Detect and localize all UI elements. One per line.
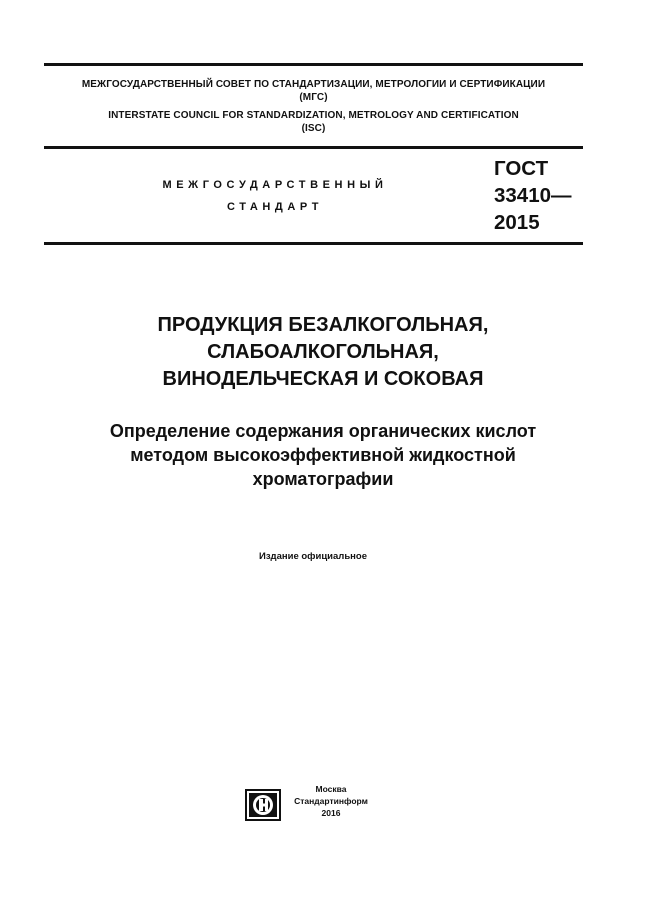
standard-type-line1: МЕЖГОСУДАРСТВЕННЫЙ bbox=[162, 179, 388, 191]
gost-year: 2015 bbox=[494, 211, 540, 234]
council-russian-abbr: (МГС) bbox=[299, 92, 328, 103]
council-english-name: INTERSTATE COUNCIL FOR STANDARDIZATION, METROLOGY AND CERTIFICATION bbox=[108, 110, 519, 121]
council-english-abbr: (ISC) bbox=[301, 123, 326, 134]
publisher-name: Стандартинформ bbox=[294, 796, 368, 806]
publisher-city: Москва bbox=[315, 784, 347, 794]
subtitle-line: хроматографии bbox=[252, 469, 394, 489]
upper-standard-rule bbox=[44, 146, 583, 149]
lower-standard-rule bbox=[44, 242, 583, 245]
standartinform-logo-icon bbox=[245, 789, 281, 821]
document-title bbox=[20, 312, 626, 393]
gost-prefix: ГОСТ bbox=[494, 157, 549, 180]
standard-type-label bbox=[130, 174, 420, 218]
title-line: ВИНОДЕЛЬЧЕСКАЯ И СОКОВАЯ bbox=[162, 368, 484, 390]
top-rule bbox=[44, 63, 583, 66]
title-line: ПРОДУКЦИЯ БЕЗАЛКОГОЛЬНАЯ, bbox=[157, 314, 489, 336]
subtitle-line: Определение содержания органических кислот bbox=[109, 421, 537, 441]
publisher-block bbox=[283, 783, 379, 819]
gost-designation bbox=[494, 155, 572, 236]
document-subtitle bbox=[20, 419, 626, 491]
standard-type-line2: СТАНДАРТ bbox=[226, 201, 324, 213]
title-line: СЛАБОАЛКОГОЛЬНАЯ, bbox=[207, 341, 439, 363]
council-russian bbox=[44, 78, 583, 104]
subtitle-line: методом высокоэффективной жидкостной bbox=[130, 445, 516, 465]
publisher-year: 2016 bbox=[321, 808, 341, 818]
council-russian-name: МЕЖГОСУДАРСТВЕННЫЙ СОВЕТ ПО СТАНДАРТИЗАЦИИ, МЕТРОЛОГИИ И СЕРТИФИКАЦИИ bbox=[81, 79, 546, 90]
edition-note: Издание официальное bbox=[259, 551, 367, 562]
gost-number: 33410— bbox=[494, 184, 572, 207]
council-english bbox=[44, 109, 583, 135]
